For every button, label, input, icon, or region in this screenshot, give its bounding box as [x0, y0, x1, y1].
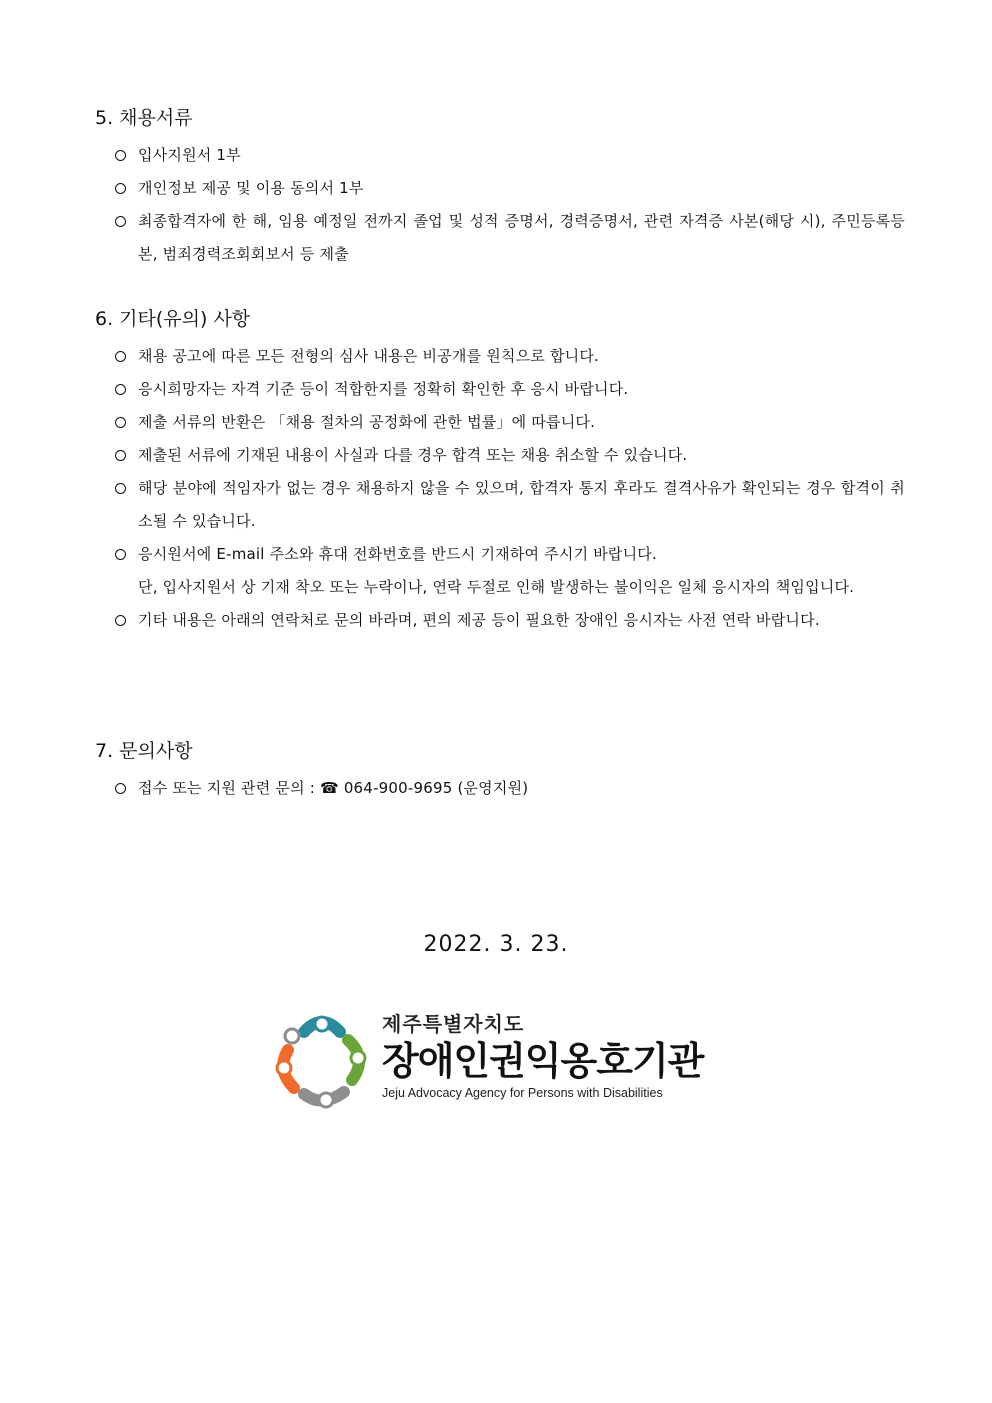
- circle-bullet-icon: [115, 216, 126, 227]
- list-item: 채용 공고에 따른 모든 전형의 심사 내용은 비공개를 원칙으로 합니다.: [95, 340, 905, 373]
- document-date: 2022. 3. 23.: [423, 932, 569, 957]
- list-item: 최종합격자에 한 해, 임용 예정일 전까지 졸업 및 성적 증명서, 경력증명서, 관련 자격증 사본(해당 시), 주민등록등본, 범죄경력조회회보서 등 제출: [95, 205, 905, 271]
- list-item: 개인정보 제공 및 이용 동의서 1부: [95, 172, 905, 205]
- section-title: 7. 문의사항: [95, 740, 193, 762]
- circle-bullet-icon: [115, 450, 126, 461]
- list-item: 해당 분야에 적임자가 없는 경우 채용하지 않을 수 있으며, 합격자 통지 후라도 결격사유가 확인되는 경우 합격이 취소될 수 있습니다.: [95, 472, 905, 538]
- list-item: 제출 서류의 반환은 「채용 절차의 공정화에 관한 법률」에 따릅니다.: [95, 406, 905, 439]
- section-title: 5. 채용서류: [95, 107, 193, 129]
- list-item: 기타 내용은 아래의 연락처로 문의 바라며, 편의 제공 등이 필요한 장애인 응시자는 사전 연락 바랍니다.: [95, 604, 905, 637]
- item-list: [95, 772, 905, 805]
- circle-bullet-icon: [115, 384, 126, 395]
- section-title: 6. 기타(유의) 사항: [95, 308, 251, 330]
- circle-bullet-icon: [115, 783, 126, 794]
- list-item-note: 단, 입사지원서 상 기재 착오 또는 누락이나, 연락 두절로 인해 발생하는 불이익은 일체 응시자의 책임입니다.: [138, 578, 855, 596]
- item-list: [95, 139, 905, 271]
- section-documents: [95, 105, 905, 271]
- item-list: [95, 340, 905, 637]
- logo-organization-name: 장애인권익옹호기관: [382, 1039, 704, 1083]
- section-inquiry: [95, 738, 905, 805]
- list-item: 응시원서에 E-mail 주소와 휴대 전화번호를 반드시 기재하여 주시기 바랍니다. 단, 입사지원서 상 기재 착오 또는 누락이나, 연락 두절로 인해 발생하는 불이익은 일체 응시자의 책임입니다.: [95, 538, 905, 604]
- organization-logo: [270, 1010, 730, 1114]
- logo-emblem-icon: [270, 1010, 374, 1114]
- circle-bullet-icon: [115, 549, 126, 560]
- circle-bullet-icon: [115, 417, 126, 428]
- circle-bullet-icon: [115, 615, 126, 626]
- section-notes: [95, 306, 905, 637]
- circle-bullet-icon: [115, 483, 126, 494]
- list-item: 접수 또는 지원 관련 문의 : ☎ 064-900-9695 (운영지원): [95, 772, 905, 805]
- circle-bullet-icon: [115, 150, 126, 161]
- logo-region-text: 제주특별자치도: [382, 1012, 525, 1036]
- circle-bullet-icon: [115, 183, 126, 194]
- circle-bullet-icon: [115, 351, 126, 362]
- list-item: 입사지원서 1부: [95, 139, 905, 172]
- list-item: 응시희망자는 자격 기준 등이 적합한지를 정확히 확인한 후 응시 바랍니다.: [95, 373, 905, 406]
- logo-english-name: Jeju Advocacy Agency for Persons with Disabilities: [382, 1086, 663, 1100]
- list-item: 제출된 서류에 기재된 내용이 사실과 다를 경우 합격 또는 채용 취소할 수 있습니다.: [95, 439, 905, 472]
- logo-text-block: [382, 1010, 732, 1102]
